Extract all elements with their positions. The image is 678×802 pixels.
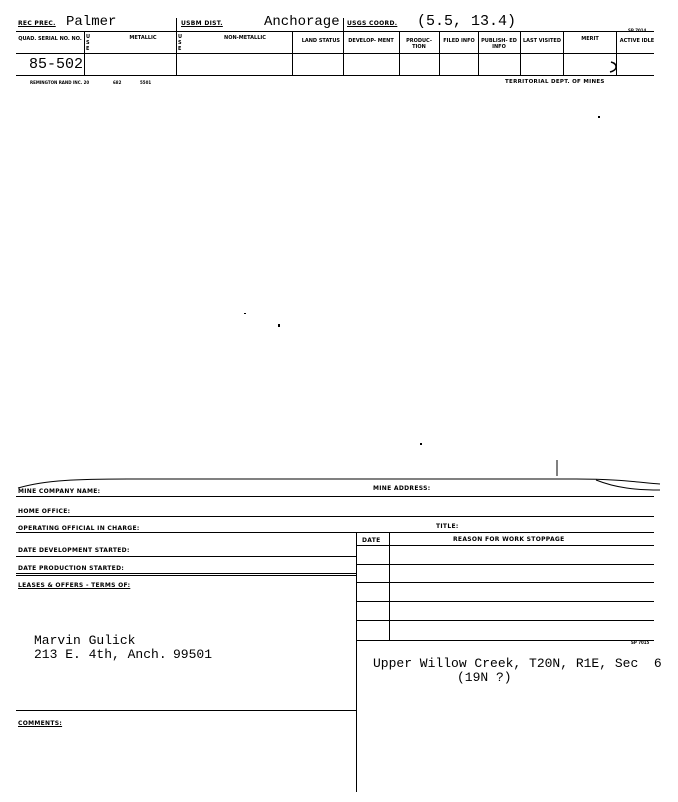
merit-header: MERIT — [581, 36, 599, 42]
form-rule — [356, 640, 654, 641]
column-divider — [399, 31, 400, 75]
quad-serial-header: QUAD. SERIAL NO. NO. — [18, 36, 82, 42]
form-rule — [16, 556, 356, 557]
lessee-name: Marvin Gulick — [34, 633, 136, 648]
reason-column-header: REASON FOR WORK STOPPAGE — [453, 536, 565, 543]
department-imprint: TERRITORIAL DEPT. OF MINES — [505, 79, 605, 85]
leases-label: LEASES & OFFERS - TERMS OF: — [18, 582, 131, 589]
active-check-mark — [608, 60, 622, 76]
column-divider — [478, 31, 479, 75]
form-rule — [16, 573, 356, 574]
published-info-header: PUBLISH- ED INFO — [481, 38, 517, 50]
date-column-header: DATE — [362, 537, 381, 544]
column-divider — [439, 31, 440, 75]
metallic-header: METALLIC — [129, 35, 157, 41]
scan-speck — [420, 443, 422, 445]
scan-speck — [598, 116, 600, 118]
quad-serial-value: 85-502 — [29, 56, 84, 73]
non-metallic-header: NON-METALLIC — [224, 35, 266, 41]
card-edge-curve — [16, 458, 662, 492]
land-status-header: LAND STATUS — [301, 38, 340, 44]
rec-prec-value: Palmer — [66, 14, 117, 30]
column-divider — [343, 18, 344, 75]
column-divider — [84, 31, 85, 75]
operating-official-label: OPERATING OFFICIAL IN CHARGE: — [18, 525, 140, 532]
filed-info-header: FILED INFO — [443, 38, 475, 44]
column-divider — [176, 18, 177, 75]
form-rule — [16, 516, 654, 517]
mine-company-label: MINE COMPANY NAME: — [18, 488, 101, 495]
column-divider — [389, 532, 390, 640]
row-bottom-rule — [16, 75, 654, 76]
printer-code-2: 5501 — [140, 80, 152, 85]
title-label: TITLE: — [436, 523, 459, 530]
form-rule — [356, 601, 654, 602]
form-rule — [16, 496, 654, 497]
comments-label: COMMENTS: — [18, 720, 63, 727]
column-divider — [356, 532, 357, 792]
form-rule — [16, 532, 654, 533]
usgs-coord-label: USGS COORD. — [347, 20, 398, 27]
column-divider — [563, 31, 564, 75]
active-idle-header: ACTIVE IDLE — [619, 38, 655, 44]
rec-prec-label: REC PREC. — [18, 20, 56, 27]
use-header-1: U S E — [86, 34, 91, 52]
lessee-address: 213 E. 4th, Anch. — [34, 647, 167, 662]
prod-started-label: DATE PRODUCTION STARTED: — [18, 565, 125, 572]
header-rule — [16, 31, 654, 32]
printer-imprint: REMINGTON RAND INC. 20 — [30, 80, 90, 85]
printer-code-1: 682 — [113, 80, 122, 85]
production-header: PRODUC- TION — [406, 38, 432, 50]
column-header-rule — [16, 53, 654, 54]
lessee-zip: 99501 — [173, 647, 213, 662]
development-header: DEVELOP- MENT — [348, 38, 394, 44]
usbm-dist-value: Anchorage — [264, 14, 340, 30]
bottom-form-number: SP 7015 — [631, 640, 650, 645]
usgs-coord-value: (5.5, 13.4) — [417, 13, 517, 30]
dev-started-label: DATE DEVELOPMENT STARTED: — [18, 547, 130, 554]
location-line-1: Upper Willow Creek, T20N, R1E, Sec 6 — [373, 656, 662, 671]
form-rule — [356, 564, 654, 565]
location-line-2: (19N ?) — [457, 670, 512, 685]
column-divider — [292, 31, 293, 75]
form-rule — [16, 710, 356, 711]
usbm-dist-label: USBM DIST. — [181, 20, 223, 27]
form-rule — [356, 620, 654, 621]
last-visited-header: LAST VISITED — [523, 38, 561, 44]
scan-speck — [244, 313, 246, 314]
home-office-label: HOME OFFICE: — [18, 508, 71, 515]
form-rule — [356, 582, 654, 583]
use-header-2: U S E — [178, 34, 183, 52]
form-rule — [356, 545, 654, 546]
column-divider — [520, 31, 521, 75]
form-rule — [16, 575, 356, 576]
mine-address-label: MINE ADDRESS: — [373, 485, 431, 492]
scan-speck — [278, 324, 280, 327]
